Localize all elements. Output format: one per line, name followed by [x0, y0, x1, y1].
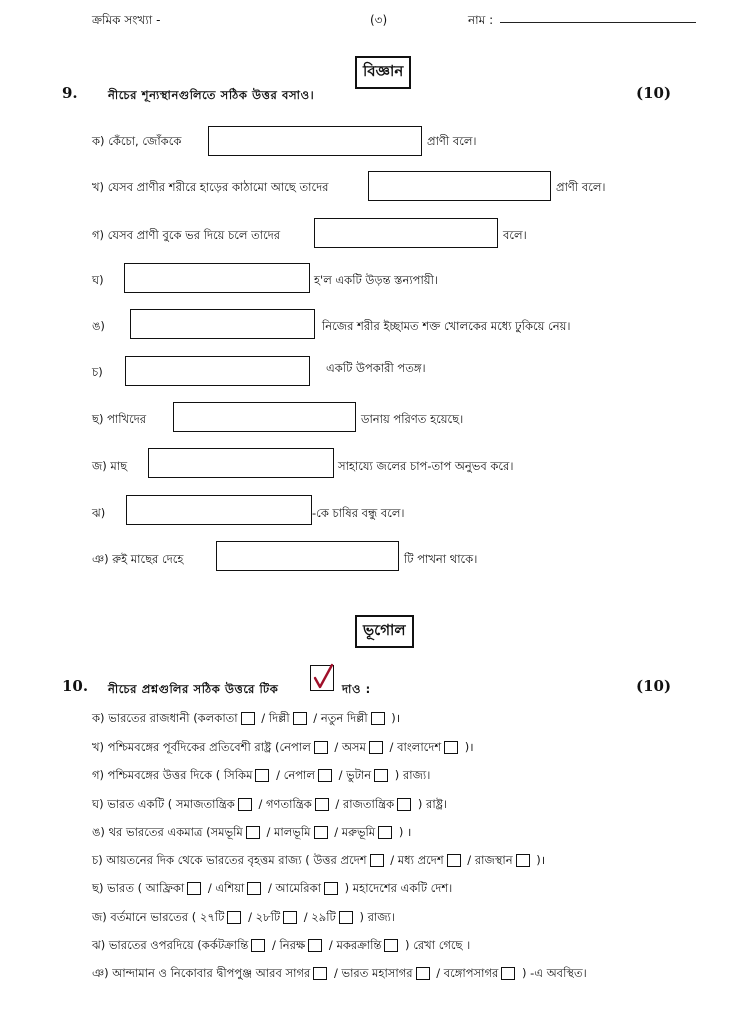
- option-text: গ) পশ্চিমবঙ্গের উত্তর দিকে ( সিকিম: [92, 768, 253, 782]
- answer-blank[interactable]: [126, 495, 312, 525]
- answer-checkbox[interactable]: [241, 712, 255, 725]
- answer-checkbox[interactable]: [315, 798, 329, 811]
- item-text-before: ক) কেঁচো, জোঁককে: [92, 134, 182, 148]
- option-text: / ২৯টি: [300, 910, 336, 924]
- option-text: ) ।: [395, 825, 412, 839]
- answer-blank[interactable]: [368, 171, 551, 201]
- item-text-after: ডানায় পরিণত হয়েছে।: [361, 412, 464, 426]
- option-text: খ) পশ্চিমবঙ্গের পূর্বদিকের প্রতিবেশী রাষ্ট্র (নেপাল: [92, 740, 311, 754]
- option-text: / দিল্লী: [257, 711, 290, 725]
- option-text: ) মহাদেশের একটি দেশ।: [340, 881, 453, 895]
- serial-number-label: ক্রমিক সংখ্যা -: [92, 13, 161, 27]
- option-text: ) -এ অবস্থিত।: [518, 966, 587, 980]
- option-text: ছ) ভারত ( আফ্রিকা: [92, 881, 185, 895]
- answer-checkbox[interactable]: [314, 826, 328, 839]
- option-text: / ভুটান: [334, 768, 372, 782]
- answer-blank[interactable]: [314, 218, 498, 248]
- question-10-marks: (10): [636, 677, 672, 695]
- tick-mark-icon: [310, 665, 334, 691]
- answer-checkbox[interactable]: [313, 967, 327, 980]
- answer-blank[interactable]: [216, 541, 399, 571]
- answer-blank[interactable]: [148, 448, 334, 478]
- item-text-after: প্রাণী বলে।: [427, 134, 477, 148]
- tick-question-row: [92, 909, 395, 925]
- item-text-before: ছ) পাখিদের: [92, 412, 147, 426]
- option-text: / রাজতান্ত্রিক: [331, 797, 395, 811]
- question-10-number: 10.: [62, 677, 89, 695]
- option-text: / আমেরিকা: [264, 881, 321, 895]
- answer-checkbox[interactable]: [227, 911, 241, 924]
- option-text: / এশিয়া: [204, 881, 245, 895]
- answer-blank[interactable]: [130, 309, 315, 339]
- item-text-after: একটি উপকারী পতঙ্গ।: [326, 361, 426, 375]
- answer-checkbox[interactable]: [371, 712, 385, 725]
- answer-checkbox[interactable]: [314, 741, 328, 754]
- option-text: / গণতান্ত্রিক: [254, 797, 312, 811]
- answer-blank[interactable]: [173, 402, 356, 432]
- question-9-instruction: নীচের শূন্যস্থানগুলিতে সঠিক উত্তর বসাও।: [108, 88, 315, 102]
- answer-checkbox[interactable]: [370, 854, 384, 867]
- option-text: চ) আয়তনের দিক থেকে ভারতের বৃহত্তম রাজ্য ( উত্তর প্রদেশ: [92, 853, 367, 867]
- question-9-marks: (10): [636, 84, 672, 102]
- option-text: ক) ভারতের রাজধানী (কলকাতা: [92, 711, 238, 725]
- answer-checkbox[interactable]: [339, 911, 353, 924]
- answer-checkbox[interactable]: [283, 911, 297, 924]
- option-text: / বাংলাদেশ: [385, 740, 442, 754]
- answer-checkbox[interactable]: [246, 826, 260, 839]
- option-text: / ভারত মহাসাগর: [330, 966, 413, 980]
- answer-checkbox[interactable]: [318, 769, 332, 782]
- item-text-after: টি পাখনা থাকে।: [404, 552, 478, 566]
- answer-checkbox[interactable]: [397, 798, 411, 811]
- option-text: ঙ) থর ভারতের একমাত্র (সমভূমি: [92, 825, 243, 839]
- item-text-after: নিজের শরীর ইচ্ছামত শক্ত খোলকের মধ্যে ঢুকিয়ে নেয়।: [322, 319, 571, 333]
- option-text: / অসম: [330, 740, 366, 754]
- tick-question-row: [92, 852, 545, 868]
- name-label: নাম :: [468, 13, 494, 27]
- answer-blank[interactable]: [124, 263, 310, 293]
- option-text: / নিরক্ষ: [268, 938, 306, 952]
- option-text: )।: [387, 711, 401, 725]
- item-text-after: প্রাণী বলে।: [556, 180, 606, 194]
- tick-question-row: [92, 880, 452, 896]
- science-section-title: বিজ্ঞান: [355, 56, 411, 89]
- answer-checkbox[interactable]: [251, 939, 265, 952]
- option-text: ) রেখা গেছে ।: [401, 938, 471, 952]
- answer-checkbox[interactable]: [447, 854, 461, 867]
- option-text: ) রাষ্ট্র।: [414, 797, 448, 811]
- answer-checkbox[interactable]: [444, 741, 458, 754]
- option-text: / রাজস্থান: [463, 853, 513, 867]
- option-text: / নেপাল: [272, 768, 315, 782]
- geography-section-title: ভূগোল: [355, 615, 414, 648]
- item-text-before: জ) মাছ: [92, 459, 128, 473]
- answer-checkbox[interactable]: [374, 769, 388, 782]
- tick-question-row: [92, 710, 400, 726]
- option-text: / বঙ্গোপসাগর: [432, 966, 499, 980]
- option-text: ) রাজ্য।: [355, 910, 396, 924]
- item-text-before: ঝ): [92, 506, 106, 520]
- tick-question-row: [92, 824, 411, 840]
- option-text: ) রাজ্য।: [391, 768, 431, 782]
- option-text: / মালভূমি: [262, 825, 311, 839]
- tick-question-row: [92, 796, 447, 812]
- answer-blank[interactable]: [208, 126, 422, 156]
- answer-checkbox[interactable]: [238, 798, 252, 811]
- answer-checkbox[interactable]: [416, 967, 430, 980]
- item-text-after: হ'ল একটি উড়ন্ত স্তন্যপায়ী।: [314, 273, 438, 287]
- item-text-before: খ) যেসব প্রাণীর শরীরে হাড়ের কাঠামো আছে তাদের: [92, 180, 329, 194]
- option-text: / ২৮টি: [244, 910, 281, 924]
- answer-blank[interactable]: [125, 356, 310, 386]
- answer-checkbox[interactable]: [516, 854, 530, 867]
- answer-checkbox[interactable]: [255, 769, 269, 782]
- item-text-after: বলে।: [503, 228, 527, 242]
- item-text-after: সাহায্যে জলের চাপ-তাপ অনুভব করে।: [338, 459, 514, 473]
- option-text: )।: [532, 853, 546, 867]
- item-text-before: গ) যেসব প্রাণী বুকে ভর দিয়ে চলে তাদের: [92, 228, 281, 242]
- option-text: / মরুভূমি: [330, 825, 376, 839]
- item-text-before: ঘ): [92, 273, 104, 287]
- option-text: জ) বর্তমানে ভারতের ( ২৭টি: [92, 910, 225, 924]
- answer-checkbox[interactable]: [187, 882, 201, 895]
- answer-checkbox[interactable]: [308, 939, 322, 952]
- option-text: / মকরক্রান্তি: [325, 938, 382, 952]
- question-10-instruction: নীচের প্রশ্নগুলির সঠিক উত্তরে টিক: [108, 682, 279, 696]
- answer-checkbox[interactable]: [384, 939, 398, 952]
- option-text: / মধ্য প্রদেশ: [386, 853, 444, 867]
- option-text: ঞ) আন্দামান ও নিকোবার দ্বীপপুঞ্জ আরব সাগর: [92, 966, 311, 980]
- option-text: / নতুন দিল্লী: [309, 711, 368, 725]
- answer-checkbox[interactable]: [369, 741, 383, 754]
- item-text-after: -কে চাষির বন্ধু বলে।: [312, 506, 405, 520]
- tick-question-row: [92, 937, 470, 953]
- option-text: )।: [461, 740, 474, 754]
- answer-checkbox[interactable]: [247, 882, 261, 895]
- item-text-before: চ): [92, 365, 103, 379]
- name-input-line[interactable]: [500, 22, 696, 23]
- item-text-before: ঙ): [92, 319, 105, 333]
- answer-checkbox[interactable]: [293, 712, 307, 725]
- page-number: (৩): [370, 13, 388, 27]
- item-text-before: ঞ) রুই মাছের দেহে: [92, 552, 184, 566]
- answer-checkbox[interactable]: [501, 967, 515, 980]
- question-9-number: 9.: [62, 84, 78, 102]
- option-text: ঝ) ভারতের ওপরদিয়ে (কর্কটক্রান্তি: [92, 938, 249, 952]
- tick-question-row: [92, 739, 474, 755]
- option-text: ঘ) ভারত একটি ( সমাজতান্ত্রিক: [92, 797, 235, 811]
- question-10-instruction-end: দাও :: [342, 682, 371, 696]
- tick-question-row: [92, 767, 430, 783]
- tick-question-row: [92, 965, 587, 981]
- answer-checkbox[interactable]: [378, 826, 392, 839]
- answer-checkbox[interactable]: [324, 882, 338, 895]
